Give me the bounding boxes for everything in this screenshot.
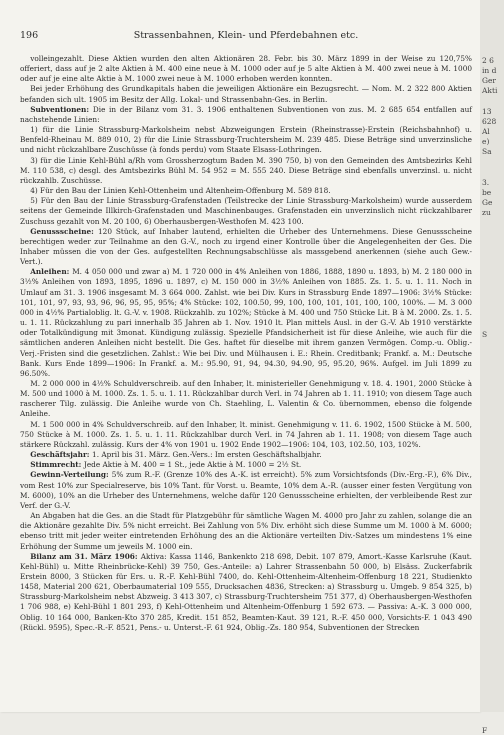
section-heading: Geschäftsjahr: — [30, 450, 93, 460]
paragraph — [20, 379, 472, 420]
page-number: 196 — [20, 30, 39, 41]
adjacent-page-edge — [480, 0, 504, 735]
paragraph — [20, 460, 472, 470]
paragraph — [20, 420, 472, 450]
strip-fragment: 13 — [482, 106, 492, 116]
paragraph-text: 5% zum R.-F. (Grenze 10% des A.-K. ist erreicht). 5% zum Vorsichtsfonds (Div.-Erg.-F.), 6% Div., vom Rest 10% zur Specialreserve, bis 10% Tant. für Vorst. u. Beamte, 10% dem A.-R. (ausser einer festen Vergütung von M. 6000), 10% an die Urheber des Unternehmens, welche dafür 120 Genussscheine erhielten, der verbleibende Rest zur Verf. der G.-V. — [20, 470, 472, 510]
strip-fragment: Al — [482, 127, 490, 137]
section-heading: Stimmrecht: — [30, 460, 84, 470]
strip-fragment: 628 — [482, 116, 497, 126]
paragraph-text: 1. April bis 31. März. Gen.-Vers.: Im ersten Geschäftshalbjahr. — [92, 450, 322, 460]
paragraph — [20, 125, 472, 155]
section-heading: Bilanz am 31. März 1906: — [30, 551, 141, 561]
paragraph — [20, 186, 472, 196]
paragraph-text: M. 2 000 000 in 4½% Schuldverschreib. auf den Inhaber, lt. ministerieller Genehmigung v. 18. 4. 1901, 2000 Stücke à M. 500 und 1000 à M. 1000. Zs. 1. 5. u. 1. 11. Rückzahlbar durch Verl. in 74 Jahren ab 1. 11. 1910; von diesem Tage auch rascherer Tilg. zulässig. Die Anleihe wurde von Ch. Staehling, L. Valentin & Co. übernommen, ebenso die folgende Anleihe. — [20, 379, 472, 419]
strip-fragment: Sa — [482, 147, 492, 157]
strip-fragment: e) — [482, 137, 490, 147]
paragraph — [20, 156, 472, 186]
strip-fragment: 3. — [482, 177, 490, 187]
section-heading: Subventionen: — [30, 104, 93, 114]
paragraph — [20, 450, 472, 460]
paragraph-text: Jede Aktie à M. 400 = 1 St., jede Aktie à M. 1000 = 2½ St. — [83, 460, 302, 470]
paragraph-text: Die in der Bilanz vom 31. 3. 1906 enthaltenen Subventionen von zus. M. 2 685 654 entfallen auf nachstehende Linien: — [20, 104, 472, 124]
strip-fragment: zu — [482, 208, 491, 218]
strip-fragment: F — [482, 725, 488, 735]
paragraph — [20, 552, 472, 633]
body-text — [20, 54, 472, 706]
section-heading: Anleihen: — [30, 267, 73, 277]
paragraph-text: M. 4 050 000 und zwar a) M. 1 720 000 in 4% Anleihen von 1886, 1888, 1890 u. 1893, b) M. 2 180 000 in 3½% Anleihen von 1893, 1895, 1896 u. 1897, c) M. 150 000 in 3½% Anleihen von 1885. Zs. 1. 5. u. 1. 11. Noch in Umlauf am 31. 3. 1906 insgesamt M. 3 664 000. Zahlst. wie bei Div. Kurs in Strassburg Ende 1897—1906: 3½% Stücke: 101, 101, 97, 93, 93, 96, 96, 95, 95, 95%; 4% Stücke: 102, 100.50, 99, 100, 100, 101, 101, 100, 100, 100%. — M. 3 000 000 in 4½% Partialoblig. lt. G.-V. v. 1908. Rückzahlb. zu 102%; Stücke à M. 400 und 750 Stücke Lit. B à M. 2000. Zs. 1. 5. u. 1. 11. Rückzahlung zu pari innerhalb 35 Jahren ab 1. Nov. 1910 lt. Plan mittels Ausl. in der G.-V. Ab 1910 verstärkte oder Totalkündigung mit 3monat. Kündigung zulässig. Spezielle Pfandsicherheit ist für diese Anleihe, wie auch für die sämtlichen anderen Anleihen nicht bestellt. Die Ges. haftet für dieselbe mit ihrem ganzen Vermögen. Comp.-u. Oblig.-Verj.-Fristen sind die gesetzlichen. Zahlst.: Wie bei Div. und Mülhausen i. E.: Rhein. Creditbank; Frankf. a. M.: Deutsche Bank. Kurs Ende 1899—1906: In Frankf. a. M.: 95.90, 91, 94, 94.30, 94.90, 95, 95.20, 96%. Aufgel. im Juli 1899 zu 96.50%. — [20, 267, 472, 378]
paragraph — [20, 227, 472, 268]
paragraph-text: 1) für die Linie Strassburg-Markolsheim nebst Abzweigungen Erstein (Rheinstrasse)-Erstein (Reichsbahnhof) u. Benfeld-Rheinau M. 889 010, 2) für die Linie Strassburg-Truchtersheim M. 239 485. Diese Beträge sind unverzinsliche und nicht rückzahlbare Zuschüsse (à fonds perdu) vom Staate Elsass-Lothringen. — [20, 125, 472, 155]
strip-fragment: S — [482, 330, 488, 340]
paragraph — [20, 84, 472, 104]
strip-fragment: Ger — [482, 76, 497, 86]
running-title: Strassenbahnen, Klein- und Pferdebahnen etc. — [133, 30, 359, 41]
paragraph-text: 5) Für den Bau der Linie Strassburg-Grafenstaden (Teilstrecke der Linie Strassburg-Markolsheim) wurde ausserdem seitens der Gemeinde Illkirch-Grafenstaden und Maschinenbauges. Grafenstaden ein unverzinslich nicht rückzahlbarer Zuschuss gezahlt von M. 20 100, 6) Oberhausbergen-Westhofen M. 423 100. — [20, 196, 472, 226]
paragraph-text: An Abgaben hat die Ges. an die Stadt für Platzgebühr für sämtliche Wagen M. 4000 pro Jahr zu zahlen, solange die an die Aktionäre gezahlte Div. 5% nicht erreicht. Bei Zahlung von 5% Div. erhöht sich diese Summe um M. 1000 à M. 6000; ebenso tritt mit jeder weiter eintretenden Erhöhung des an die Aktionäre verteilten Div.-Satzes um mindestens 1% eine Erhöhung der Summe um jeweils M. 1000 ein. — [20, 511, 472, 551]
paragraph — [20, 105, 472, 125]
page-header — [20, 30, 472, 44]
strip-fragment: be — [482, 187, 492, 197]
paragraph-text: 120 Stück, auf Inhaber lautend, erhielten die Urheber des Unternehmens. Diese Genussscheine berechtigen weder zur Teilnahme an den G.-V., noch zu irgend einer Kontrolle über die Angelegenheiten der Ges. Die Inhaber müssen die von der Ges. aufgestellten Rechnungsabschlüsse als massgebend anerkennen (siehe auch Gew.-Vert.). — [20, 226, 473, 267]
paragraph — [20, 511, 472, 552]
strip-fragment: Ge — [482, 198, 493, 208]
paragraph-text: Bei jeder Erhöhung des Grundkapitals haben die jeweiligen Aktionäre ein Bezugsrecht. — Nom. M. 2 322 800 Aktien befanden sich ult. 1905 im Besitz der Allg. Lokal- und Strassenbahn-Ges. in Berlin. — [20, 84, 472, 104]
paragraph-text: Aktiva: Kassa 1146, Bankenkto 218 698, Debit. 107 879, Amort.-Kasse Karlsruhe (Kaut. Kehl-Bühl) u. Mitte Rheinbrücke-Kehl) 39 750, Ges.-Anteile: a) Lahrer Strassenbahn 50 000, b) Elsäss. Zuckerfabrik Erstein 8000, 3 Stücken für Ers. u. R.-F. Kehl-Bühl 7400, do. Kehl-Ottenheim-Altenheim-Offenburg 18 221, Studienkto 1458, Material 200 621, Oberbaumaterial 109 555, Drucksachen 4836, Strecken: a) Strassburg u. Umgeb. 9 854 325, b) Strassburg-Markolsheim nebst Abzweig. 3 413 307, c) Strassburg-Truchtersheim 751 377, d) Oberhausbergen-Westhofen 1 706 988, e) Kehl-Bühl 1 801 293, f) Kehl-Ottenheim und Altenheim-Offenburg 1 592 673. — Passiva: A.-K. 3 000 000, Oblig. 10 164 000, Banken-Kto 370 285, Kredit. 151 852, Beamten-Kaut. 39 121, R.-F. 450 000, Vorsichts-F. 1 043 490 (Rückl. 9595), Spec.-R.-F. 8521, Pens.- u. Unterst.-F. 61 924, Oblig.-Zs. 180 954, Subventionen der Strecken — [20, 551, 472, 632]
strip-fragment: Akti — [482, 86, 498, 96]
section-heading: Genussscheine: — [30, 226, 99, 236]
strip-fragment: 2 6 — [482, 56, 494, 65]
section-heading: Gewinn-Verteilung: — [30, 470, 112, 480]
paragraph-text: 3) für die Linie Kehl-Bühl a/Rh vom Grossherzogtum Baden M. 390 750, b) von den Gemeinden des Amtsbezirks Kehl M. 110 538, c) desgl. des Amtsbezirks Bühl M. 54 952 = M. 555 240. Diese Beträge sind ebenfalls unverzinsl. u. nicht rückzahlb. Zuschüsse. — [20, 155, 472, 185]
paragraph — [20, 54, 472, 84]
paragraph-text: M. 1 500 000 in 4% Schuldverschreib. auf den Inhaber, lt. minist. Genehmigung v. 11. 6. 1902, 1500 Stücke à M. 500, 750 Stücke à M. 1000. Zs. 1. 5. u. 1. 11. Rückzahlbar durch Verl. in 74 Jahren ab 1. 11. 1908; von diesem Tage auch stärkere Rückzahl. zulässig. Kurs der 4% von 1901 u. 1902 Ende 1902—1906: 104, 103, 102.50, 103, 102%. — [20, 419, 472, 449]
strip-fragment: in d — [482, 66, 497, 76]
paragraph — [20, 470, 472, 511]
paragraph-text: volleingezahlt. Diese Aktien wurden den alten Aktionären 28. Febr. bis 30. März 1899 in der Weise zu 120,75% offeriert, dass auf je 2 alte Aktien à M. 400 eine neue à M. 1000 oder auf je 5 alte Aktien à M. 400 zwei neue à M. 1000 oder auf je eine alte Aktie à M. 1000 zwei neue à M. 1000 erhoben werden konnten. — [20, 54, 472, 84]
paragraph — [20, 267, 472, 379]
paragraph-text: 4) Für den Bau der Linien Kehl-Ottenheim und Altenheim-Offenburg M. 589 818. — [30, 186, 331, 196]
paragraph — [20, 196, 472, 226]
